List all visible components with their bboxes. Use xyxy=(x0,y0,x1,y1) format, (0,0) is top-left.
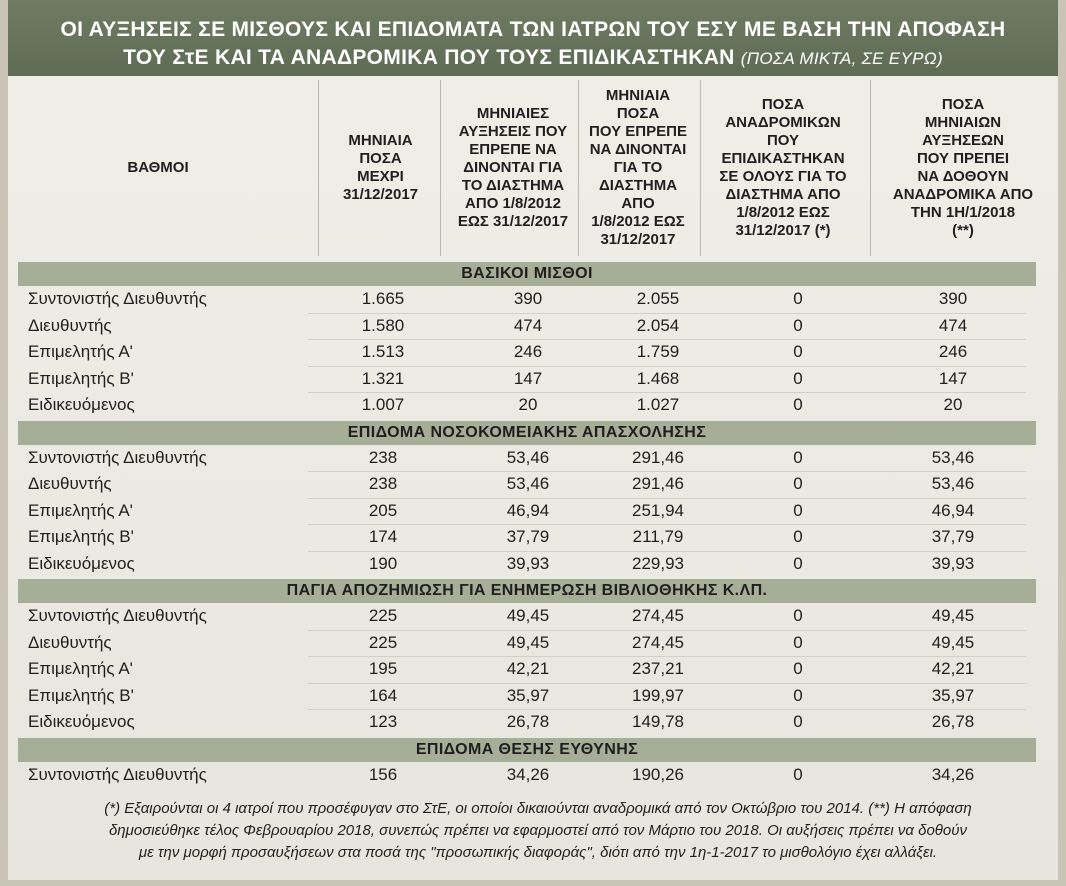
amount-cell: 0 xyxy=(793,289,803,308)
header-monthly-increase: ΜΗΝΙΑΙΕΣ ΑΥΞΗΣΕΙΣ ΠΟΥ ΕΠΡΕΠΕ ΝΑ ΔΙΝΟΝΤΑΙ ΓΙΑ ΤΟ ΔΙΑΣΤΗΜΑ ΑΠΟ 1/8/2012 ΕΩΣ 31/12/2017 xyxy=(457,105,569,230)
amount-cell: 1.580 xyxy=(361,315,405,335)
grade-cell: Ειδικευόμενος xyxy=(28,553,135,573)
amount-cell: 147 xyxy=(513,368,543,388)
amount-cell: 1.007 xyxy=(361,395,405,414)
amount-cell: 390 xyxy=(513,289,543,308)
amount-cell: 291,46 xyxy=(632,447,684,467)
amount-cell: 2.054 xyxy=(636,315,680,335)
amount-cell: 1.027 xyxy=(636,395,680,414)
footnote-line-3: με την μορφή προσαυξήσεων στα ποσά της "προσωπικής διαφοράς", διότι από την 1η-1-2017 το μισθολόγιο έχει αλλάξει. xyxy=(138,844,938,861)
amount-cell: 0 xyxy=(793,606,803,625)
grade-cell: Συντονιστής Διευθυντής xyxy=(28,289,207,308)
table-title-bar xyxy=(8,0,1058,76)
table-row xyxy=(18,683,1036,709)
grade-cell: Ειδικευόμενος xyxy=(28,712,135,731)
header-retroactive: ΠΟΣΑ ΑΝΑΔΡΟΜΙΚΩΝ ΠΟΥ ΕΠΙΔΙΚΑΣΤΗΚΑΝ ΣΕ ΟΛΟΥΣ ΓΙΑ ΤΟ ΔΙΑΣΤΗΜΑ ΑΠΟ 1/8/2012 ΕΩΣ 31/12/2017 (*) xyxy=(719,96,847,239)
amount-cell: 49,45 xyxy=(506,606,550,625)
table-row xyxy=(18,709,1036,735)
table-row xyxy=(18,630,1036,656)
amount-cell: 0 xyxy=(793,659,803,678)
amount-cell: 164 xyxy=(368,685,398,705)
amount-cell: 1.468 xyxy=(636,368,680,388)
amount-cell: 199,97 xyxy=(632,685,684,705)
header-monthly-retroactive-2018: ΠΟΣΑ ΜΗΝΙΑΙΩΝ ΑΥΞΗΣΕΩΝ ΠΟΥ ΠΡΕΠΕΙ ΝΑ ΔΟΘΟΥΝ ΑΝΑΔΡΟΜΙΚΑ ΑΠΟ ΤΗΝ 1Η/1/2018 (**) xyxy=(892,96,1034,239)
amount-cell: 53,46 xyxy=(506,447,550,467)
amount-cell: 37,79 xyxy=(506,527,550,546)
amount-cell: 46,94 xyxy=(931,500,975,520)
amount-cell: 246 xyxy=(513,342,543,361)
section-header: ΕΠΙΔΟΜΑ ΘΕΣΗΣ ΕΥΘΥΝΗΣ xyxy=(18,738,1036,762)
amount-cell: 39,93 xyxy=(506,553,550,573)
amount-cell: 0 xyxy=(793,315,803,335)
amount-cell: 229,93 xyxy=(632,553,684,573)
grade-cell: Συντονιστής Διευθυντής xyxy=(28,764,207,784)
amount-cell: 1.513 xyxy=(361,342,405,361)
grade-cell: Επιμελητής Β' xyxy=(28,685,134,705)
amount-cell: 238 xyxy=(368,447,398,467)
grade-cell: Συντονιστής Διευθυντής xyxy=(28,606,207,625)
column-divider xyxy=(318,80,319,256)
grade-cell: Ειδικευόμενος xyxy=(28,395,135,414)
header-monthly-amount: ΜΗΝΙΑΙΑ ΠΟΣΑ ΜΕΧΡΙ 31/12/2017 xyxy=(342,132,419,203)
amount-cell: 20 xyxy=(518,395,538,414)
amount-cell: 190 xyxy=(368,553,398,573)
table-row xyxy=(18,313,1036,339)
table-row xyxy=(18,471,1036,497)
amount-cell: 291,46 xyxy=(632,474,684,493)
amount-cell: 20 xyxy=(943,395,963,414)
table-row xyxy=(18,392,1036,418)
table-row xyxy=(18,445,1036,471)
title-line-2 xyxy=(8,46,1058,70)
amount-cell: 26,78 xyxy=(931,712,975,731)
amount-cell: 1.665 xyxy=(361,289,405,308)
title-note: (ΠΟΣΑ ΜΙΚΤΑ, ΣΕ ΕΥΡΩ) xyxy=(740,49,943,68)
header-grades: ΒΑΘΜΟΙ xyxy=(127,159,189,176)
amount-cell: 0 xyxy=(793,342,803,361)
amount-cell: 2.055 xyxy=(636,289,680,308)
column-divider xyxy=(440,80,441,256)
amount-cell: 246 xyxy=(938,342,968,361)
grade-cell: Διευθυντής xyxy=(28,315,112,335)
amount-cell: 0 xyxy=(793,395,803,414)
amount-cell: 237,21 xyxy=(632,659,684,678)
amount-cell: 238 xyxy=(368,474,398,493)
amount-cell: 1.321 xyxy=(361,368,405,388)
amount-cell: 474 xyxy=(513,315,543,335)
table-row xyxy=(18,286,1036,312)
amount-cell: 274,45 xyxy=(632,606,684,625)
amount-cell: 474 xyxy=(938,315,968,335)
amount-cell: 147 xyxy=(938,368,968,388)
column-divider xyxy=(700,80,701,256)
amount-cell: 149,78 xyxy=(632,712,684,731)
footnote-line-2: δημοσιεύθηκε τέλος Φεβρουαρίου 2018, συνεπώς πρέπει να εφαρμοστεί από τον Μάρτιο του 2018. Οι αυξήσεις πρέπει να δοθούν xyxy=(108,822,968,839)
amount-cell: 156 xyxy=(368,764,398,784)
amount-cell: 35,97 xyxy=(506,685,550,705)
amount-cell: 123 xyxy=(368,712,398,731)
amount-cell: 37,79 xyxy=(931,527,975,546)
table-row xyxy=(18,656,1036,682)
table-row xyxy=(18,366,1036,392)
header-monthly-due: ΜΗΝΙΑΙΑ ΠΟΣΑ ΠΟΥ ΕΠΡΕΠΕ ΝΑ ΔΙΝΟΝΤΑΙ ΓΙΑ ΤΟ ΔΙΑΣΤΗΜΑ ΑΠΟ 1/8/2012 ΕΩΣ 31/12/2017 xyxy=(589,87,687,248)
amount-cell: 34,26 xyxy=(506,764,550,784)
amount-cell: 39,93 xyxy=(931,553,975,573)
amount-cell: 225 xyxy=(368,606,398,625)
amount-cell: 0 xyxy=(793,712,803,731)
grade-cell: Επιμελητής Α' xyxy=(28,342,133,361)
table-row xyxy=(18,603,1036,629)
amount-cell: 390 xyxy=(938,289,968,308)
amount-cell: 211,79 xyxy=(632,527,684,546)
amount-cell: 53,46 xyxy=(506,474,550,493)
amount-cell: 251,94 xyxy=(632,500,684,520)
amount-cell: 49,45 xyxy=(931,632,975,652)
table-row xyxy=(18,339,1036,365)
amount-cell: 49,45 xyxy=(506,632,550,652)
amount-cell: 49,45 xyxy=(931,606,975,625)
section-header: ΕΠΙΔΟΜΑ ΝΟΣΟΚΟΜΕΙΑΚΗΣ ΑΠΑΣΧΟΛΗΣΗΣ xyxy=(18,421,1036,445)
amount-cell: 35,97 xyxy=(931,685,975,705)
section-header: ΒΑΣΙΚΟΙ ΜΙΣΘΟΙ xyxy=(18,262,1036,286)
amount-cell: 42,21 xyxy=(931,659,975,678)
amount-cell: 195 xyxy=(368,659,398,678)
amount-cell: 46,94 xyxy=(506,500,550,520)
grade-cell: Επιμελητής Α' xyxy=(28,500,133,520)
amount-cell: 1.759 xyxy=(636,342,680,361)
amount-cell: 0 xyxy=(793,632,803,652)
column-divider xyxy=(578,80,579,256)
table-row xyxy=(18,762,1036,788)
amount-cell: 0 xyxy=(793,685,803,705)
amount-cell: 274,45 xyxy=(632,632,684,652)
grade-cell: Συντονιστής Διευθυντής xyxy=(28,447,207,467)
section-header: ΠΑΓΙΑ ΑΠΟΖΗΜΙΩΣΗ ΓΙΑ ΕΝΗΜΕΡΩΣΗ ΒΙΒΛΙΟΘΗΚΗΣ Κ.ΛΠ. xyxy=(18,579,1036,603)
amount-cell: 53,46 xyxy=(931,447,975,467)
amount-cell: 53,46 xyxy=(931,474,975,493)
grade-cell: Επιμελητής Β' xyxy=(28,368,134,388)
amount-cell: 0 xyxy=(793,500,803,520)
grade-cell: Διευθυντής xyxy=(28,632,112,652)
title-line-1: ΟΙ ΑΥΞΗΣΕΙΣ ΣΕ ΜΙΣΘΟΥΣ ΚΑΙ ΕΠΙΔΟΜΑΤΑ ΤΩΝ ΙΑΤΡΩΝ ΤΟΥ ΕΣΥ ΜΕ ΒΑΣΗ ΤΗΝ ΑΠΟΦΑΣΗ xyxy=(60,18,1006,41)
newspaper-page xyxy=(8,0,1058,880)
column-divider xyxy=(870,80,871,256)
table-row xyxy=(18,551,1036,577)
amount-cell: 0 xyxy=(793,527,803,546)
amount-cell: 0 xyxy=(793,764,803,784)
amount-cell: 42,21 xyxy=(506,659,550,678)
footnote xyxy=(38,798,1038,864)
amount-cell: 0 xyxy=(793,447,803,467)
grade-cell: Διευθυντής xyxy=(28,474,112,493)
amount-cell: 174 xyxy=(368,527,398,546)
amount-cell: 205 xyxy=(368,500,398,520)
amount-cell: 26,78 xyxy=(506,712,550,731)
table-row xyxy=(18,524,1036,550)
amount-cell: 225 xyxy=(368,632,398,652)
amount-cell: 34,26 xyxy=(931,764,975,784)
amount-cell: 0 xyxy=(793,368,803,388)
amount-cell: 0 xyxy=(793,474,803,493)
title-line-2-text: ΤΟΥ ΣτΕ ΚΑΙ ΤΑ ΑΝΑΔΡΟΜΙΚΑ ΠΟΥ ΤΟΥΣ ΕΠΙΔΙΚΑΣΤΗΚΑΝ xyxy=(123,46,735,69)
amount-cell: 190,26 xyxy=(632,764,684,784)
amount-cell: 0 xyxy=(793,553,803,573)
footnote-line-1: (*) Εξαιρούνται οι 4 ιατροί που προσέφυγαν στο ΣτΕ, οι οποίοι δικαιούνται αναδρομικά από τον Οκτώβριο του 2014. (**) Η απόφαση xyxy=(104,800,972,817)
grade-cell: Επιμελητής Α' xyxy=(28,659,133,678)
grade-cell: Επιμελητής Β' xyxy=(28,527,134,546)
table-row xyxy=(18,498,1036,524)
